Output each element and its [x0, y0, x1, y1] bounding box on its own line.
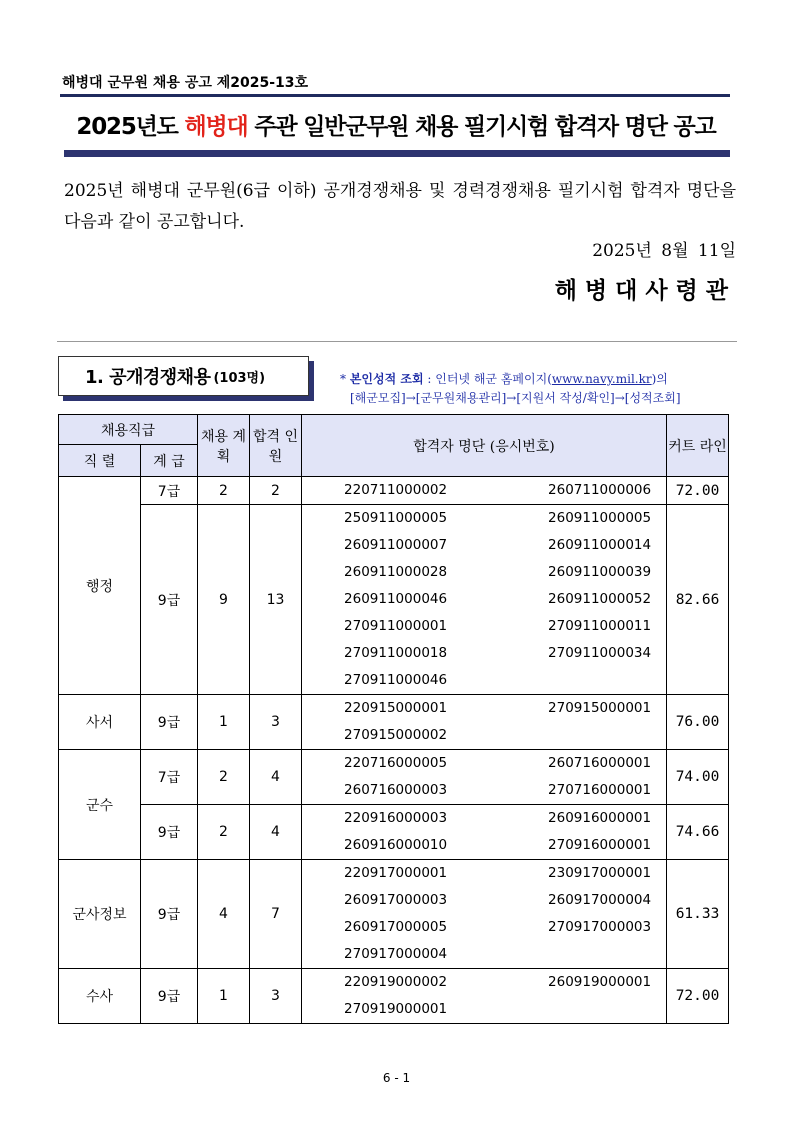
- passer-number-grid: [302, 860, 666, 968]
- note-label: 본인성적 조회: [349, 372, 424, 386]
- header-job: 직 렬: [59, 445, 141, 477]
- note-marker: *: [340, 372, 350, 386]
- passer-number-grid: [302, 805, 666, 859]
- passer-number: 260911000039: [548, 564, 652, 580]
- passer-number: 260716000001: [548, 755, 652, 771]
- cell-cutline: 72.00: [667, 969, 729, 1024]
- cell-cutline: 76.00: [667, 695, 729, 750]
- passer-number: 260911000005: [548, 510, 652, 526]
- section-divider: [57, 341, 737, 342]
- cell-cutline: 74.66: [667, 805, 729, 860]
- cell-plan: 1: [198, 695, 250, 750]
- title-suffix: 주관 일반군무원 채용 필기시험 합격자 명단 공고: [247, 114, 716, 140]
- cell-passer-list: [302, 860, 667, 969]
- section-heading: [58, 356, 309, 396]
- passer-number: 270917000003: [548, 919, 652, 935]
- passer-number: 220716000005: [344, 755, 448, 771]
- passer-number: 260911000014: [548, 537, 652, 553]
- cell-cutline: 61.33: [667, 860, 729, 969]
- table-row: [59, 477, 729, 505]
- passer-number: 260919000001: [548, 974, 652, 990]
- passer-number: 220916000003: [344, 810, 448, 826]
- passer-number: 270911000046: [344, 672, 448, 688]
- cell-passed: 2: [250, 477, 302, 505]
- passer-number: 260917000004: [548, 892, 652, 908]
- passer-number: 260916000001: [548, 810, 652, 826]
- cell-passer-list: [302, 969, 667, 1024]
- header-job-group: 채용직급: [59, 415, 198, 445]
- note-text-end: )의: [651, 372, 668, 386]
- passer-number: 260911000007: [344, 537, 448, 553]
- title-top-rule: [60, 94, 730, 97]
- section-count: (103명): [213, 370, 266, 386]
- cell-passer-list: [302, 695, 667, 750]
- header-list: 합격자 명단 (응시번호): [302, 415, 667, 477]
- cell-job: 사서: [59, 695, 141, 750]
- cell-grade: 9급: [141, 969, 198, 1024]
- passer-number: 260911000046: [344, 591, 448, 607]
- header-passed: 합격 인원: [250, 415, 302, 477]
- table-row: [59, 805, 729, 860]
- navy-homepage-link[interactable]: www.navy.mil.kr: [551, 372, 652, 386]
- header-plan: 채용 계획: [198, 415, 250, 477]
- results-table: [58, 414, 729, 1024]
- passer-number: 270716000001: [548, 782, 652, 798]
- signer: 해병대사령관: [554, 277, 736, 304]
- score-check-note: [340, 369, 668, 389]
- cell-grade: 9급: [141, 860, 198, 969]
- cell-cutline: 72.00: [667, 477, 729, 505]
- cell-passed: 7: [250, 860, 302, 969]
- table-row: [59, 750, 729, 805]
- notice-number: 해병대 군무원 채용 공고 제2025-13호: [62, 75, 309, 91]
- cell-passed: 4: [250, 750, 302, 805]
- passer-number: 260716000003: [344, 782, 448, 798]
- passer-number: 220915000001: [344, 700, 448, 716]
- results-body: [59, 477, 729, 1024]
- notice-date: 2025년 8월 11일: [592, 241, 736, 261]
- cell-passed: 3: [250, 695, 302, 750]
- passer-number: 270911000034: [548, 645, 652, 661]
- passer-number: 270911000001: [344, 618, 448, 634]
- cell-plan: 4: [198, 860, 250, 969]
- passer-number-grid: [302, 695, 666, 749]
- passer-number: 220711000002: [344, 482, 448, 498]
- header-grade: 계 급: [141, 445, 198, 477]
- cell-job: 수사: [59, 969, 141, 1024]
- passer-number: 220917000001: [344, 865, 448, 881]
- passer-number: 230917000001: [548, 865, 652, 881]
- page-number: 6 - 1: [382, 1071, 411, 1085]
- cell-passed: 3: [250, 969, 302, 1024]
- passer-number-grid: [302, 477, 666, 504]
- cell-passed: 13: [250, 505, 302, 695]
- cell-grade: 9급: [141, 805, 198, 860]
- cell-plan: 2: [198, 805, 250, 860]
- title-bottom-rule: [64, 150, 730, 157]
- passer-number: 260916000010: [344, 837, 448, 853]
- note-text: : 인터넷 해군 홈페이지(: [423, 372, 552, 386]
- cell-passer-list: [302, 477, 667, 505]
- cell-grade: 9급: [141, 505, 198, 695]
- table-row: [59, 505, 729, 695]
- passer-number-grid: [302, 750, 666, 804]
- passer-number-grid: [302, 969, 666, 1023]
- cell-plan: 9: [198, 505, 250, 695]
- passer-number: 260917000005: [344, 919, 448, 935]
- cell-job: 행정: [59, 477, 141, 695]
- cell-plan: 2: [198, 477, 250, 505]
- table-row: [59, 860, 729, 969]
- passer-number: 270911000018: [344, 645, 448, 661]
- cell-job: 군사정보: [59, 860, 141, 969]
- passer-number: 270917000004: [344, 946, 448, 962]
- cell-passer-list: [302, 805, 667, 860]
- passer-number: 260711000006: [548, 482, 652, 498]
- cell-plan: 1: [198, 969, 250, 1024]
- cell-passer-list: [302, 750, 667, 805]
- passer-number: 270916000001: [548, 837, 652, 853]
- passer-number: 270919000001: [344, 1001, 448, 1017]
- passer-number: 260911000052: [548, 591, 652, 607]
- section-title: 1. 공개경쟁채용: [85, 367, 211, 388]
- cell-cutline: 74.00: [667, 750, 729, 805]
- cell-job: 군수: [59, 750, 141, 860]
- page-title: [60, 108, 732, 141]
- passer-number: 270915000002: [344, 727, 448, 743]
- cell-plan: 2: [198, 750, 250, 805]
- table-row: [59, 969, 729, 1024]
- passer-number-grid: [302, 505, 666, 694]
- passer-number: 220919000002: [344, 974, 448, 990]
- title-highlight: 해병대: [184, 114, 248, 140]
- cell-grade: 7급: [141, 750, 198, 805]
- passer-number: 260911000028: [344, 564, 448, 580]
- passer-number: 250911000005: [344, 510, 448, 526]
- cell-grade: 9급: [141, 695, 198, 750]
- cell-passed: 4: [250, 805, 302, 860]
- header-cutline: 커트 라인: [667, 415, 729, 477]
- passer-number: 270911000011: [548, 618, 652, 634]
- title-prefix: 2025년도: [76, 114, 185, 140]
- intro-paragraph: 2025년 해병대 군무원(6급 이하) 공개경쟁채용 및 경력경쟁채용 필기시험 합격자 명단을 다음과 같이 공고합니다.: [64, 181, 736, 232]
- passer-number: 260917000003: [344, 892, 448, 908]
- passer-number: 270915000001: [548, 700, 652, 716]
- cell-passer-list: [302, 505, 667, 695]
- score-check-path: [해군모집]→[군무원채용관리]→[지원서 작성/확인]→[성적조회]: [350, 391, 681, 405]
- cell-cutline: 82.66: [667, 505, 729, 695]
- cell-grade: 7급: [141, 477, 198, 505]
- table-row: [59, 695, 729, 750]
